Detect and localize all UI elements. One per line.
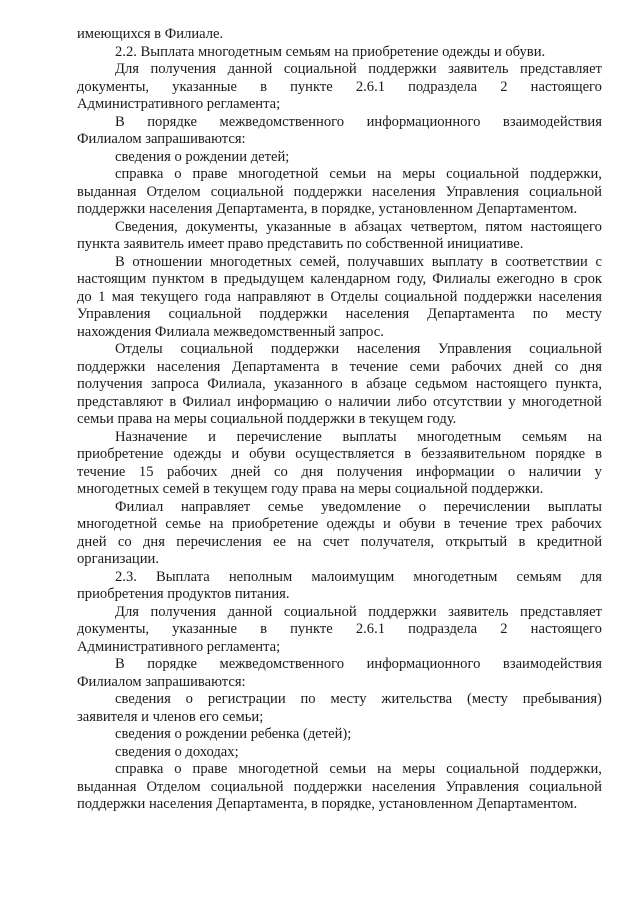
text-line [77,516,602,534]
word: в [260,78,267,95]
word: направляет [181,498,251,515]
word: социальной [210,183,284,200]
text-line [77,446,602,464]
word: взаимодействия [502,113,602,130]
word: социальной [283,603,357,620]
word: в [339,218,347,235]
word: Отделы [115,341,163,357]
word: дня [301,463,324,480]
word: наличии [528,463,582,480]
text-line [77,376,602,394]
word: для [580,568,602,585]
word: четвертом, [410,218,478,235]
word: месту [565,306,602,322]
word: Для [115,603,139,620]
text-line: приобретения продуктов питания. [77,586,290,602]
word: одежды [326,516,375,532]
word: неполным [228,568,293,585]
word: социальной [210,778,284,795]
word: (месту [466,691,508,707]
word: Управления [438,341,512,357]
word: данной [227,61,273,77]
word: пунктом [152,271,205,287]
word: заявитель [448,61,509,77]
word: дня [580,358,602,375]
word: многодетных [209,253,292,270]
word: дня [143,533,165,550]
word: настоящего [530,78,602,95]
text-line: Филиалом запрашиваются: [77,131,246,147]
word: получения [150,61,217,77]
text-line: Административного регламента; [77,96,281,112]
word: в [404,446,412,462]
text-line [77,219,602,237]
word: праве [192,761,228,777]
word: одежды [173,446,222,462]
word: с [595,253,602,270]
word: открытый [445,533,508,550]
word: жительства [381,691,453,707]
word: получавших [347,253,425,270]
text-line: многодетных семей в текущем году права на меры социальной поддержки. [77,481,544,497]
word: году, [396,271,427,287]
word: о [185,691,193,707]
word: 2 [500,621,508,637]
text-line [77,289,602,307]
word: настоящего [530,218,602,235]
word: месту [330,691,367,707]
word: меры [402,166,436,182]
word: социальной [529,183,602,200]
word: представляют [77,393,164,410]
word: документы, [185,218,259,235]
word: указанного [274,376,343,392]
word: календарном [310,271,391,287]
word: дней [513,358,544,375]
word: абзацах [354,218,403,235]
text-line [77,114,602,132]
text-line [77,306,602,324]
word: Выплата [156,568,210,585]
word: межведомственного [219,113,345,130]
word: справка [115,761,164,777]
word: социальной [446,761,520,777]
word: семьи [329,761,367,777]
word: Управления [77,306,151,322]
word: семьям [521,428,567,445]
word: поддержки [293,778,362,795]
word: указанные [172,78,237,95]
word: либо [396,393,427,410]
word: В [115,253,125,270]
text-line [77,569,602,587]
word: документы, [77,621,150,637]
text-line [77,184,602,202]
word: наличии [338,393,391,410]
word: населения [356,341,421,357]
text-line: поддержки населения Департамента, в порядке, установленном Департаментом. [77,796,578,812]
word: обуви [399,516,436,532]
word: трех [515,516,544,532]
text-line: сведения о доходах; [115,743,239,760]
word: поддержки, [529,761,602,777]
word: у [594,463,602,480]
word: на [377,761,392,777]
word: со [117,533,132,550]
text-line [77,656,602,674]
text-line: имеющихся в Филиале. [77,26,224,42]
word: социальной [529,341,602,357]
word: выданная [77,183,137,200]
text-line: организации. [77,551,159,567]
text-line [77,621,602,639]
word: пункта, [555,376,602,392]
text-line: заявителя и членов его семьи; [77,708,264,725]
text-line [77,761,602,779]
word: Сведения, [115,218,178,235]
word: Департамента [231,358,320,375]
text-line [77,254,602,272]
word: в [490,253,498,270]
word: социальной [180,341,254,357]
word: Отделы [330,288,379,305]
text-line [77,61,602,79]
word: Департамента [427,306,515,322]
word: населения [372,778,436,795]
word: Отделом [146,183,201,200]
word: выплаты [342,428,397,445]
word: семи [409,358,440,375]
word: 2.3. [115,568,137,585]
word: населения [372,183,436,200]
word: информационного [366,656,481,672]
word: срок [573,271,602,287]
word: получения [77,376,143,392]
text-line [77,394,602,412]
word: Управления [445,183,520,200]
word: социальной [384,288,458,305]
word: информации [415,463,495,480]
word: пункте [290,621,333,637]
word: на [587,428,602,445]
word: поддержки [270,341,340,357]
word: межведомственного [219,656,345,672]
word: пункте [290,78,333,95]
word: сведения [115,691,171,707]
text-line [77,79,602,97]
text-line: Филиалом запрашиваются: [77,673,246,690]
word: семьям [516,568,562,585]
word: 2.6.1 [355,621,386,637]
word: Назначение [115,428,188,445]
text-line [77,166,602,184]
word: семьи [329,166,367,182]
text-line [77,604,602,622]
word: в [443,516,451,532]
word: порядке [147,656,197,672]
word: многодетной [238,166,319,182]
word: 2 [500,78,508,95]
word: поддержки, [529,166,602,182]
word: настоящего [530,621,602,637]
word: до [77,288,92,305]
word: счет [323,533,350,550]
word: регистрации [207,691,286,707]
word: В [115,656,125,672]
word: указанные [172,621,237,637]
word: социальной [168,306,242,322]
word: меры [402,761,436,777]
word: пребывания) [522,691,602,707]
word: дней [77,533,107,550]
word: беззаявительном [421,446,526,462]
word: подраздела [408,78,478,95]
word: по [300,691,316,707]
word: поддержки [293,183,362,200]
word: Филиал [182,393,231,410]
word: получения [336,463,403,480]
word: абзаце [366,376,407,392]
word: по [532,306,548,322]
word: взаимодействия [502,656,602,672]
word: поддержки [77,358,146,375]
word: поддержки [368,603,437,620]
word: приобретение [77,446,164,462]
word: справка [115,166,164,182]
word: приобретение [231,516,319,532]
word: рабочих [166,463,218,480]
word: рабочих [551,516,602,532]
word: семье [165,516,201,532]
word: В [115,113,125,130]
word: пятом [485,218,523,235]
text-line [77,691,602,709]
word: представляет [520,603,602,620]
word: информационного [366,113,481,130]
word: информацию [236,393,319,410]
word: выданная [77,778,137,795]
word: соответствии [505,253,588,270]
word: о [174,761,182,777]
word: заявитель [448,603,509,620]
word: социальной [446,166,520,182]
word: порядке [535,446,586,462]
text-line: нахождения Филиала межведомственный запрос. [77,323,384,340]
word: выплату [431,253,484,270]
word: Филиала, [207,376,266,392]
word: социальной [283,61,357,77]
word: семье [267,498,304,515]
text-line: Административного регламента; [77,638,281,655]
word: указанные [266,218,332,235]
word: перечисление [236,428,322,445]
text-line [77,271,602,289]
word: многодетной [77,516,158,532]
word: на [297,533,312,550]
word: рабочих [451,358,502,375]
word: настоящего [475,376,548,392]
word: течение [349,358,399,375]
word: 1 [98,288,106,305]
text-line: семьи права на меры социальной поддержки в текущем году. [77,411,457,427]
word: выплаты [547,498,602,515]
word: отсутствии [432,393,503,410]
word: и [208,428,216,445]
word: документы, [77,78,150,95]
word: седьмом [415,376,468,392]
word: 15 [138,463,154,480]
word: года [204,288,231,305]
word: поддержки [368,61,437,77]
word: в [260,621,267,637]
word: в [331,358,339,375]
word: порядке [147,113,197,130]
document-page [77,26,602,814]
word: населения [345,306,410,322]
text-line [77,464,602,482]
word: кредитной [536,533,602,550]
word: дней [231,463,261,480]
word: ежегодно [496,271,555,287]
word: со [274,463,288,480]
text-line: сведения о рождении ребенка (детей); [115,726,352,742]
word: социальной [529,778,602,795]
word: представляет [520,61,602,77]
word: 2.6.1 [355,78,386,95]
word: на [377,166,392,182]
word: и [231,446,240,462]
word: данной [227,603,273,620]
word: получателя, [360,533,435,550]
text-line: пункта заявитель имеет право представить по собственной инициативе. [77,236,524,252]
word: обуви [249,446,286,462]
word: получения [150,603,217,620]
word: Для [115,61,139,77]
word: малоимущим [311,568,395,585]
word: в [169,393,177,410]
word: поддержки [463,288,533,305]
word: предыдущем [223,271,304,287]
word: праве [192,166,228,182]
text-line [77,429,602,447]
word: о [324,393,333,410]
word: перечисления [176,533,262,550]
word: поддержки [259,306,328,322]
word: многодетным [417,428,502,445]
word: семей, [299,253,340,270]
word: Филиал [115,498,164,515]
word: направляют [237,288,311,305]
word: подраздела [408,621,478,637]
text-line: сведения о рождении детей; [115,148,290,165]
word: отношении [132,253,203,270]
text-line [77,779,602,797]
word: Управления [445,778,520,795]
word: в [317,288,325,305]
text-line [77,341,602,359]
text-line [77,534,602,552]
word: текущего [140,288,199,305]
word: со [554,358,569,375]
word: Филиалы [432,271,491,287]
text-line [77,359,602,377]
word: в [351,376,358,392]
word: многодетным [413,568,498,585]
word: в [595,446,602,462]
word: в [518,533,526,550]
word: о [507,463,516,480]
word: настоящим [77,271,146,287]
word: населения [538,288,602,305]
word: ее [273,533,287,550]
word: в [560,271,568,287]
word: запроса [150,376,199,392]
word: осуществляется [295,446,395,462]
word: и [382,516,391,532]
word: многодетной [521,393,602,410]
text-line: 2.2. Выплата многодетным семьям на приобретение одежды и обуви. [115,43,546,60]
word: уведомление [321,498,402,515]
word: многодетной [238,761,319,777]
word: течение [77,463,126,480]
word: в [210,271,218,287]
text-line [77,499,602,517]
word: населения [156,358,221,375]
word: течение [458,516,508,532]
text-line: поддержки населения Департамента, в порядке, установленном Департаментом. [77,201,578,217]
word: Отделом [146,778,201,795]
word: перечислении [443,498,531,515]
word: о [418,498,426,515]
word: мая [111,288,135,305]
word: у [508,393,516,410]
word: о [174,166,182,182]
word: на [209,516,224,532]
